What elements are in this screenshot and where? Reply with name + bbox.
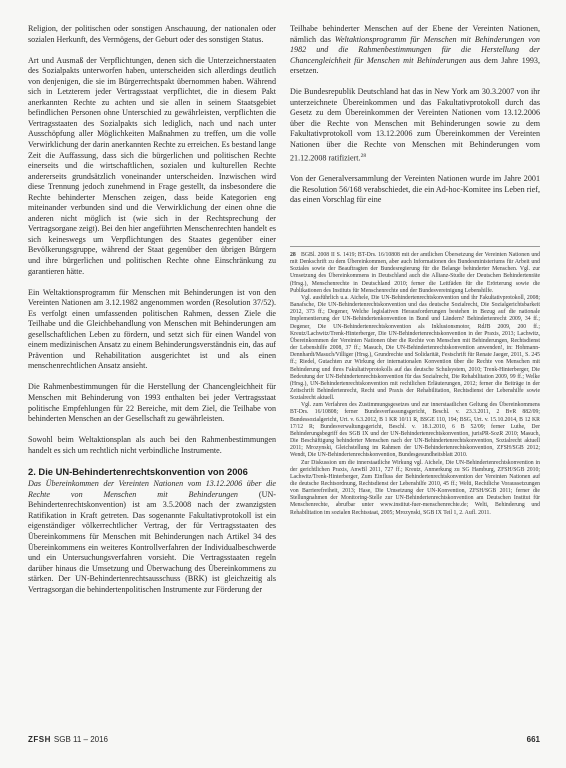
page-footer	[28, 735, 540, 749]
paragraph: Von der Generalversammlung der Vereinten Nationen wurde im Jahre 2001 die Resolution 56/168 verabschiedet, die ein Ad-hoc-Komitee ins Leben rief, das einen Vorschlag für eine	[290, 174, 540, 205]
journal-issue: SGB 11 – 2016	[53, 735, 109, 744]
footnote-text: Vgl. zum Verfahren des Zustimmungsgesetzes und zur innerstaatlichen Geltung des Übereinkommens BT-Drs. 16/10808; ferner Bundesverfassungsgericht, Beschl. v. 23.3.2011, 2 BvR 882/09; Bundessozialgericht, Urt. v. 6.3.2012, B 1 KR 10/11 R, BSGE 110, 194; BSG, Urt. v. 15.10.2014, B 12 KR 17/12 R; Bundesverwaltungsgericht, Beschl. v. 18.1.2010, 6 B 52/09; ferner Luthe, Der Behinderungsbegriff des SGB IX und der UN-Behindertenrechtskonvention, jurisPR-SozR 2010; Masuch, Die Beschäftigung behinderter Menschen nach der UN-Behindertenrechtskonvention, Sozialrecht aktuell 2011; Mrozynski, Gleichstellung im Rahmen der UN-Behindertenrechtskonvention, ZFSH/SGB 2012; Wendt, Die UN-Behindertenrechtskonvention, Bundesgesundheitsblatt 2010.	[290, 402, 540, 459]
footnote-divider	[290, 246, 540, 247]
journal-name	[28, 735, 108, 744]
footnote-text: Zur Diskussion um die innerstaatliche Wirkung vgl. Aichele, Die UN-Behindertenrechtskonvention in der gerichtlichen Praxis, AnwBl 2011, 727 ff.; Kreutz, Anmerkung zu SG Hamburg, ZFSH/SGB 2010; Lachwitz/Trenk-Hinterberger, Zum Einfluss der Behindertenrechtskonvention der Vereinten Nationen auf die deutsche Rechtsordnung, Rechtsdienst der Lebenshilfe 2010, 45 ff.; Welti, Rechtliche Voraussetzungen von Barrierefreiheit, 2013; Hase, Die Umsetzung der UN-Konvention, ZFSH/SGB 2011; ferner die Stellungnahmen der Monitoring-Stelle zur UN-Behindertenrechtskonvention am Deutschen Institut für Menschenrechte, abrufbar unter www.institut-fuer-menschenrechte.de; Welti, Behinderung und Rehabilitation im sozialen Rechtsstaat, 2005; Mrozynski, SGB IX Teil 1, 2. Aufl. 2011.	[290, 459, 540, 516]
paragraph: Ein Weltaktionsprogramm für Menschen mit Behinderungen ist von den Vereinten Nationen am 3.12.1982 angenommen worden (Resolution 37/52). Es verfolgt einen umfassenden politischen Rahmen, dessen Ziele die Teilhabe und die Gleichbehandlung von Menschen mit Behinderungen am gesellschaftlichen Leben zu fördern, und setzt sich für einen Wandel von einem medizinischen Ansatz zu einem Behinderungsverständnis ein, das auf Prävention und Rehabilitation ausgerichtet ist und als einen menschenrechtlichen Ansatz ansieht.	[28, 287, 276, 371]
footnote	[290, 402, 540, 459]
paragraph-text: aus dem Jahre 1993, ersetzen.	[290, 55, 540, 76]
paragraph-text: Die Bundesrepublik Deutschland hat das in New York am 30.3.2007 von ihr unterzeichnete Übereinkommen und das Fakultativprotokoll durch das Gesetz zu dem Übereinkommen der Vereinten Nationen vom 13.12.2006 über die Rechte von Menschen mit Behinderungen sowie zu dem Fakultativprotokoll vom 13.12.2006 zum Übereinkommen der Vereinten Nationen über die Rechte von Menschen mit Behinderungen vom 21.12.2008 ratifiziert.	[290, 87, 540, 163]
footnote	[290, 252, 540, 295]
right-column	[290, 24, 540, 206]
footnote-text: Vgl. ausführlich u.a. Aichele, Die UN-Behindertenrechtskonvention und ihr Fakultativprotokoll, 2008; Banafsche, Die UN-Behindertenrechtskonvention und das deutsche Sozialrecht, Die Sozialgerichtsbarkeit 2012, 373 ff.; Degener, Welche legislativen Herausforderungen bestehen in Bezug auf die nationale Implementierung der UN-Behindertenkonvention in Bund und Ländern? Behindertenrecht 2009, 34 ff.; Degener, Die UN-Behindertenrechtskonvention als Inklusionsmotor, RdJB 2009, 200 ff.; Kreutz/Lachwitz/Trenk-Hinterberger, Die UN-Behindertenrechtskonvention in der Praxis, 2013; Lachwitz, Übereinkommen der Vereinten Nationen über die Rechte von Menschen mit Behinderungen, Rechtsdienst der Lebenshilfe 2008, 37 ff.; Masuch, Die UN-Behindertenrechtskonvention anwenden!, in: Hohmann-Dennhardt/Masuch/Villiger (Hrsg.), Grundrechte und Solidarität, Festschrift für Renate Jaeger, 2011, S. 245 ff.; Riedel, Gutachten zur Wirkung der internationalen Konvention über die Rechte von Menschen mit Behinderung und ihres Fakultativprotokolls auf das deutsche Schulsystem, 2010; Trenk-Hinterberger, Die Bedeutung der UN-Behindertenrechtskonvention für das Sozialrecht, Die Rehabilitation 2009, 99 ff.; Welke (Hrsg.), UN-Behindertenrechtskonvention mit rechtlichen Erläuterungen, 2012; ferner die Beiträge in der Zeitschrift Behindertenrecht, Recht und Praxis der Rehabilitation, Rechtsdienst der Lebenshilfe sowie Sozialrecht aktuell.	[290, 294, 540, 402]
footnote-marker[interactable]: 28	[360, 152, 367, 159]
paragraph: Art und Ausmaß der Verpflichtungen, denen sich die Unterzeichnerstaaten des Sozialpakts unterworfen haben, unterscheiden sich allerdings deutlich von denjenigen, die sie im Bürgerrechtspakt übernommen haben. Während sich in Letzterem jeder Vertragsstaat verpflichtet, die in diesem Pakt anerkannten Rechte zu achten und sie allen in seinem Staatsgebiet befindlichen Personen ohne Unterschied zu gewährleisten, verpflichten die Vertragsstaaten des Sozialpakts sich lediglich, nach und nach unter Ausschöpfung aller Möglichkeiten Maßnahmen zu treffen, um die volle Verwirklichung der darin anerkannten Rechte zu erreichen. Es bestand lange Zeit die Auffassung, dass sich die bürgerlichen und politischen Rechte einerseits und die wirtschaftlichen, sozialen und kulturellen Rechte andererseits grundsätzlich voneinander unterscheiden. Inzwischen wird diese Trennung jedoch zunehmend in Frage gestellt, da insbesondere die Rechte behinderter Menschen zeigen, dass beide Kategorien eng miteinander verbunden sind und die Verwirklichung der einen ohne die anderen nicht möglich ist (wie sich in der Rechtsprechung der Vertragsorgane zeigt). Bei den hier angeführten Menschenrechten handelt es sich keineswegs um Verpflichtungen des Staates gegenüber einer Bevölkerungsgruppe, während der Staat gegenüber den übrigen Bürgern und ihre bürgerlichen und politischen Rechte ohne Einschränkung zu garantieren hätte.	[28, 55, 276, 276]
paragraph	[28, 479, 276, 595]
paragraph-text: Teilhabe behinderter Menschen auf der Ebene der Vereinten Nationen, nämlich das	[290, 24, 540, 44]
footnote	[290, 295, 540, 402]
footnote	[290, 460, 540, 517]
paragraph: Die Rahmenbestimmungen für die Herstellung der Chancengleichheit für Menschen mit Behinderung von 1993 enthalten bei jeder Vertragsstaat politische Empfehlungen für 22 Bereiche, mit dem Ziel, die Teilhabe von behinderten Menschen an der Gesellschaft zu gewährleisten.	[28, 382, 276, 424]
paragraph	[290, 24, 540, 77]
footnote-number: 28	[290, 252, 296, 258]
paragraph: Religion, der politischen oder sonstigen Anschauung, der nationalen oder sozialen Herkunft, des Vermögens, der Geburt oder des sonstigen Status.	[28, 24, 276, 44]
paragraph-text: (UN-Behindertenrechtskonvention) ist am 3.5.2008 nach der zwanzigsten Ratifikation in Kraft getreten. Das sogenannte Fakultativprotokoll ist ein eigenständiger völkerrechtlicher Vertrag, der für Vertragsstaaten des Übereinkommens für Menschen mit Behinderungen nach Artikel 34 des Übereinkommens ein weiteres Kontrollverfahren der Individualbeschwerde und ein Untersuchungsverfahren vorsieht. Die Vertragsstaaten regeln darüber hinaus die Umsetzung und Überwachung des Übereinkommens zu stärken. Der UN-Behindertenrechtsausschuss (BRK) ist gleichzeitig als Vertragsorgan die behindertenpolitischen Instrumente zur Förderung der	[28, 489, 276, 594]
page-number: 661	[526, 735, 540, 744]
programme-title: Weltaktionsprogramm für Menschen mit Behinderungen von 1982 und die Rahmenbestimmungen für die Herstellung der Chancengleichheit für Menschen mit Behinderungen	[290, 34, 540, 65]
paragraph	[290, 87, 540, 164]
footnote-text: BGBl. 2008 II S. 1419; BT-Drs. 16/10808 mit der amtlichen Übersetzung der Vereinten Nationen und mit Denkschrift zu dem Übereinkommen, aber auch Informationen des Bundesministeriums für Arbeit und Soziales sowie der Beauftragten der Bundesregierung für die Belange behinderter Menschen. Vgl. zur Umsetzung des Übereinkommens in Deutschland auch die Allianz-Studie der Deutschen Behindertenräte (Hrsg.), Menschenrechte in Deutschland 2010; ferner die Leitfäden für die Erörterung sowie die Publikationen des Instituts für Menschenrechte und der Bundesvereinigung Lebenshilfe.	[290, 252, 540, 294]
convention-title: Das Übereinkommen der Vereinten Nationen vom 13.12.2006 über die Rechte von Menschen mit Behinderungen	[28, 479, 276, 499]
paragraph: Sowohl beim Weltaktionsplan als auch bei den Rahmenbestimmungen handelt es sich um rechtlich nicht verbindliche Instrumente.	[28, 435, 276, 455]
left-column	[28, 24, 276, 595]
footnotes	[290, 252, 540, 517]
journal-abbrev: ZFSH	[28, 735, 51, 744]
section-heading: 2. Die UN-Behindertenrechtskonvention von 2006	[28, 465, 248, 477]
